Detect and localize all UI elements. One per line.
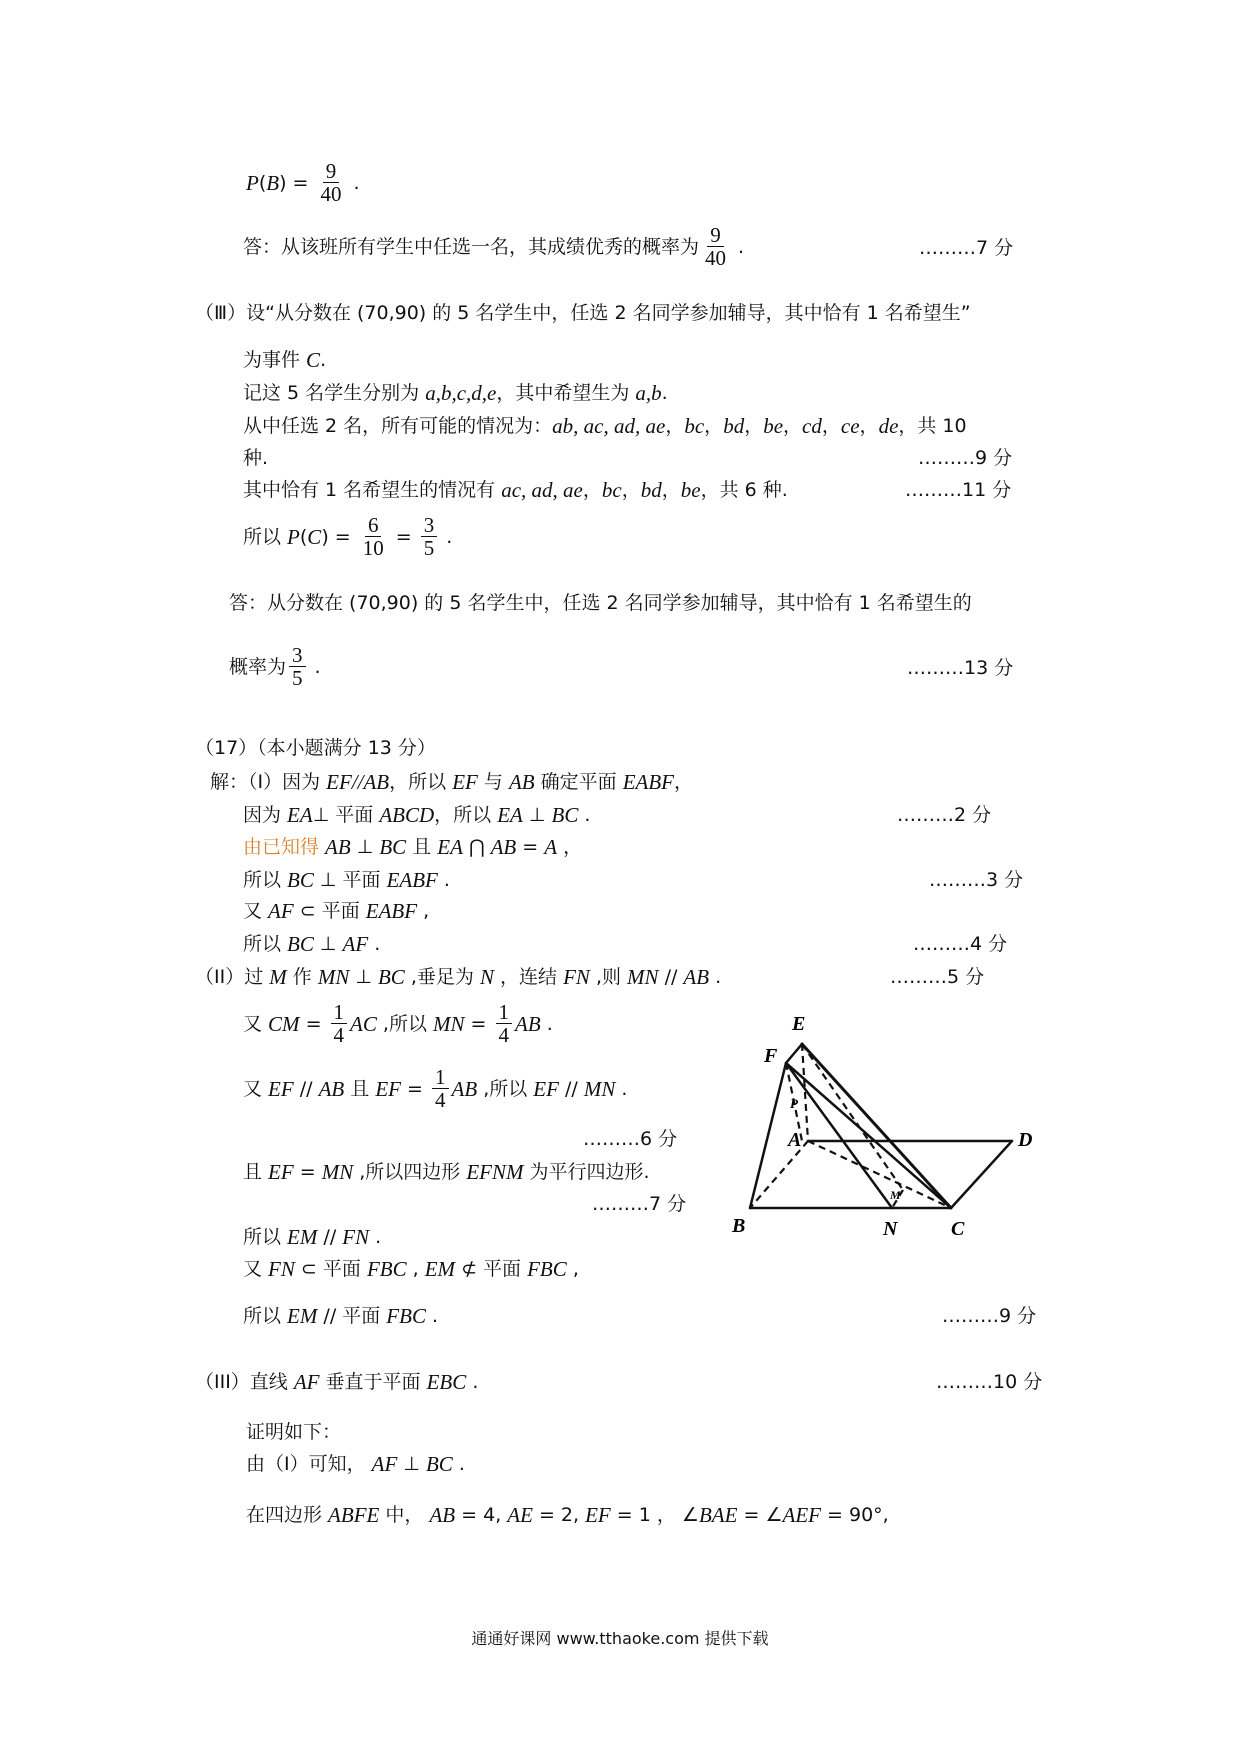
math-symbol: AB — [515, 1011, 541, 1036]
fraction-denominator: 4 — [333, 1023, 345, 1047]
math-symbol: ac, ad, ae — [501, 478, 583, 502]
text-run: 所以 — [243, 933, 288, 955]
fraction — [702, 224, 729, 269]
text-run: 答：从该班所有学生中任选一名，其成绩优秀的概率为 — [243, 235, 700, 258]
text-run: ⊥ — [522, 804, 552, 826]
math-symbol: FBC — [386, 1304, 426, 1328]
text-run: // — [317, 1226, 343, 1248]
text-run: 所以 — [243, 1226, 288, 1248]
text-run: ⊥ 平面 — [313, 869, 387, 891]
math-symbol: bd — [640, 478, 662, 502]
math-symbol: EF — [585, 1503, 611, 1527]
text-run: 且 — [406, 836, 438, 858]
fraction-numerator: 6 — [365, 514, 382, 537]
text-run: ⊄ 平面 — [455, 1258, 528, 1280]
text-run: . — [578, 804, 591, 826]
text-run: ⊥ — [313, 933, 343, 955]
text-run: 从中任选 2 名，所有可能的情况为： — [243, 415, 553, 437]
text-run: 且 — [243, 1161, 269, 1183]
line-answer-2 — [229, 591, 972, 615]
text-run: 由（I）可知， — [246, 1453, 372, 1475]
highlight-text: 由已知得 — [243, 836, 326, 858]
text-run: . — [709, 966, 722, 988]
text-run: , — [406, 1258, 425, 1280]
math-symbol: BC — [425, 1452, 453, 1476]
math-symbol: AB — [451, 1076, 478, 1101]
text-run: ， — [665, 415, 685, 437]
math-symbol: EA — [497, 803, 523, 827]
text-run: . — [425, 1305, 439, 1327]
line-proof-intro — [246, 1420, 341, 1444]
fraction — [421, 514, 438, 559]
edge-ec — [802, 1044, 951, 1208]
text-run: = — [516, 836, 545, 858]
text-run: ,所以 — [477, 1077, 534, 1100]
line-answer-2-cont — [229, 644, 321, 689]
text-run: 答：从分数在 (70,90) 的 5 名学生中，任选 2 名同学参加辅导，其中恰有 1 名希望生的 — [229, 592, 972, 614]
fraction — [432, 1066, 449, 1111]
text-run: // — [293, 1077, 319, 1100]
math-symbol: EF — [452, 770, 478, 794]
text-run: ) = — [321, 525, 357, 548]
text-run: // — [558, 1077, 584, 1100]
fraction-denominator: 10 — [362, 536, 384, 560]
math-symbol: AF — [342, 932, 369, 956]
label-p: P — [790, 1096, 798, 1111]
line-q17-3 — [243, 835, 582, 859]
text-run: 又 — [243, 1012, 269, 1035]
math-symbol: FN — [342, 1225, 370, 1249]
line-q17-ef — [243, 1066, 627, 1111]
text-run: = — [464, 1012, 493, 1035]
text-run: . — [540, 1012, 553, 1035]
text-run: ⊂ 平面 — [293, 900, 366, 922]
text-run: 中， — [379, 1504, 430, 1526]
text-run: 在四边形 — [246, 1504, 329, 1526]
line-pb-value — [246, 160, 360, 205]
line-q17-cm — [243, 1001, 553, 1046]
line-q17-part2 — [195, 965, 721, 989]
score-mark: ………10 分 — [936, 1371, 1043, 1393]
math-symbol: MN — [627, 965, 659, 989]
math-symbol: AB — [490, 835, 517, 859]
math-symbol: EBC — [426, 1370, 467, 1394]
edge-dc — [951, 1141, 1012, 1208]
math-symbol: AE — [507, 1503, 533, 1527]
score-mark: ………5 分 — [890, 966, 985, 988]
math-symbol: EABF — [386, 868, 438, 892]
text-run: , — [417, 900, 430, 922]
math-symbol: EM — [287, 1304, 318, 1328]
math-symbol: C — [306, 348, 321, 372]
text-run: . — [661, 382, 668, 404]
text-run: （III）直线 — [195, 1371, 294, 1393]
line-q17-fn-plane — [243, 1257, 579, 1281]
line-proof-1 — [246, 1452, 465, 1476]
text-run: ) = — [279, 171, 315, 194]
fraction-denominator: 5 — [292, 666, 303, 690]
math-symbol: BAE — [698, 1503, 738, 1527]
math-symbol: B — [266, 170, 280, 195]
text-run: . — [320, 349, 327, 371]
text-run: ， — [821, 415, 841, 437]
math-symbol: de — [878, 414, 899, 438]
math-symbol: C — [307, 524, 322, 549]
score-mark: ………9 分 — [942, 1305, 1037, 1327]
math-symbol: ABFE — [328, 1503, 380, 1527]
math-symbol: a,b,c,d,e — [425, 381, 497, 405]
score-mark: ………2 分 — [897, 804, 992, 826]
score-mark: ………3 分 — [929, 869, 1024, 891]
math-symbol: ABCD — [379, 803, 435, 827]
math-symbol: FBC — [366, 1257, 407, 1281]
text-run: . — [437, 869, 450, 891]
math-symbol: EABF — [365, 899, 418, 923]
text-run: ， — [582, 479, 602, 501]
fraction-numerator: 1 — [496, 1001, 513, 1024]
text-run: = — [401, 1077, 429, 1100]
score-mark: ………9 分 — [918, 447, 1013, 469]
math-symbol: AB — [683, 965, 710, 989]
math-symbol: FBC — [527, 1257, 567, 1281]
math-symbol: EFNM — [466, 1160, 524, 1184]
text-run: = ∠ — [737, 1504, 783, 1526]
math-symbol: bc — [601, 478, 622, 502]
text-run: 为平行四边形. — [523, 1161, 650, 1183]
math-symbol: MN — [433, 1011, 465, 1036]
score-mark: ………13 分 — [907, 657, 1014, 679]
text-run: ， — [859, 415, 879, 437]
text-run: . — [369, 1226, 382, 1248]
text-run: , — [566, 1258, 579, 1280]
text-run: ，所以 — [434, 804, 498, 826]
math-symbol: A — [544, 835, 558, 859]
line-q17-6 — [243, 932, 380, 956]
text-run: . — [732, 235, 745, 258]
math-symbol: AF — [293, 1370, 320, 1394]
score-mark: ………7 分 — [592, 1193, 687, 1215]
label-a: A — [788, 1129, 802, 1151]
line-q17-em-plane — [243, 1304, 438, 1328]
label-f: F — [764, 1045, 778, 1067]
line-cases-cont — [243, 446, 268, 470]
text-run: = — [389, 525, 418, 548]
math-symbol: EABF — [622, 770, 674, 794]
math-symbol: EF — [533, 1076, 559, 1101]
line-q17-2 — [243, 803, 590, 827]
math-symbol: EF — [268, 1160, 294, 1184]
math-symbol: AF — [371, 1452, 398, 1476]
math-symbol: ce — [840, 414, 860, 438]
text-run: 确定平面 — [534, 771, 623, 793]
text-run: 种. — [243, 447, 269, 469]
math-symbol: BC — [287, 868, 314, 892]
text-run: ,所以 — [376, 1012, 434, 1035]
line-q17-5 — [243, 899, 429, 923]
text-run: ，共 6 种. — [700, 479, 788, 501]
text-run: 所以 — [243, 869, 288, 891]
line-answer-1 — [243, 224, 744, 269]
text-run: 且 — [344, 1077, 376, 1100]
label-b: B — [732, 1215, 746, 1237]
text-run: . — [368, 933, 381, 955]
edge-ef — [786, 1044, 802, 1063]
text-run: ,所以四边形 — [353, 1161, 467, 1183]
fraction-numerator: 9 — [707, 224, 724, 247]
math-symbol: EM — [287, 1225, 318, 1249]
text-run: ( — [258, 171, 267, 194]
math-symbol: MN — [321, 1160, 354, 1184]
math-symbol: N — [479, 965, 494, 989]
text-run: = — [299, 1012, 328, 1035]
text-run: ⊥ — [350, 836, 380, 858]
fraction — [496, 1001, 513, 1046]
text-run: ⊥ — [349, 966, 378, 988]
line-q17-4 — [243, 868, 450, 892]
math-symbol: EA — [287, 803, 313, 827]
text-run: = — [293, 1161, 322, 1183]
text-run: 与 — [477, 771, 509, 793]
text-run: ( — [299, 525, 308, 548]
text-run: . — [347, 171, 360, 194]
line-students — [243, 381, 668, 405]
text-run: ， — [744, 415, 764, 437]
text-run: 垂直于平面 — [319, 1371, 427, 1393]
text-run: 证明如下： — [246, 1421, 342, 1443]
math-symbol: EF — [375, 1076, 401, 1101]
text-run: ⊥ 平面 — [312, 804, 380, 826]
line-proof-2 — [246, 1503, 889, 1527]
math-symbol: bd — [723, 414, 745, 438]
math-symbol: MN — [583, 1076, 616, 1101]
text-run: . — [308, 655, 321, 678]
text-run: ⊥ — [397, 1453, 426, 1475]
math-symbol: MN — [317, 965, 350, 989]
label-m: M — [890, 1188, 901, 1202]
text-run: ⊂ 平面 — [294, 1258, 367, 1280]
math-symbol: EA — [437, 835, 463, 859]
text-run: （17）（本小题满分 13 分） — [195, 737, 436, 759]
math-symbol: P — [287, 524, 300, 549]
math-symbol: BC — [287, 932, 314, 956]
text-run: （II）过 — [195, 966, 270, 988]
fraction — [289, 644, 306, 689]
math-symbol: EF//AB — [326, 770, 390, 794]
fraction-denominator: 4 — [498, 1023, 510, 1047]
edge-em — [802, 1044, 903, 1190]
math-symbol: FN — [268, 1257, 295, 1281]
edge-fc — [786, 1063, 951, 1208]
fraction — [360, 514, 387, 559]
fraction-denominator: 40 — [320, 182, 342, 206]
fraction-numerator: 1 — [331, 1001, 348, 1024]
math-symbol: EM — [424, 1257, 456, 1281]
line-pc-value — [243, 514, 452, 559]
fraction — [331, 1001, 348, 1046]
text-run: = 4, — [455, 1504, 508, 1526]
line-q17-part3 — [195, 1370, 478, 1394]
math-symbol: bc — [684, 414, 705, 438]
text-run: = 90°, — [820, 1504, 889, 1526]
math-symbol: AEF — [782, 1503, 821, 1527]
text-run: （Ⅲ）设“从分数在 (70,90) 的 5 名学生中，任选 2 名同学参加辅导，其中恰有 1 名希望生” — [195, 302, 971, 324]
score-mark: ………4 分 — [913, 933, 1008, 955]
fraction-numerator: 3 — [421, 514, 438, 537]
text-run: 解：（I）因为 — [210, 771, 327, 793]
text-run: ，连结 — [493, 966, 564, 988]
text-run: ， — [557, 836, 583, 858]
math-symbol: FN — [563, 965, 590, 989]
text-run: ， — [783, 415, 803, 437]
text-run: ， — [621, 479, 641, 501]
math-symbol: BC — [379, 835, 407, 859]
text-run: ，共 10 — [898, 415, 967, 437]
score-mark: ………6 分 — [583, 1128, 678, 1150]
edge-ac — [808, 1141, 951, 1208]
fraction-denominator: 5 — [423, 536, 435, 560]
line-cases — [243, 414, 967, 438]
label-d: D — [1018, 1129, 1033, 1151]
score-mark: ………7 分 — [919, 237, 1014, 259]
fraction — [318, 160, 345, 205]
text-run: 作 — [286, 966, 318, 988]
text-run: . — [440, 525, 453, 548]
text-run: . — [452, 1453, 465, 1475]
line-part3-setup — [195, 301, 971, 325]
math-symbol: AF — [268, 899, 294, 923]
math-symbol: EF — [268, 1076, 294, 1101]
text-run: ， — [661, 479, 681, 501]
fraction-numerator: 3 — [289, 644, 306, 667]
math-symbol: AB — [325, 835, 351, 859]
math-symbol: AB — [318, 1076, 345, 1101]
text-run: . — [466, 1371, 479, 1393]
math-symbol: be — [763, 414, 784, 438]
text-run: 概率为 — [229, 655, 287, 678]
text-run: = 2, — [532, 1504, 586, 1526]
text-run: . — [615, 1077, 628, 1100]
text-run: ， — [674, 771, 694, 793]
line-q17-em-fn — [243, 1225, 381, 1249]
line-event-c — [243, 348, 326, 372]
text-run: ，所以 — [389, 771, 453, 793]
math-symbol: BC — [377, 965, 405, 989]
text-run: 其中恰有 1 名希望生的情况有 — [243, 479, 502, 501]
math-symbol: AB — [429, 1503, 456, 1527]
text-run: // 平面 — [317, 1305, 387, 1327]
math-symbol: AB — [508, 770, 535, 794]
text-run: ， — [704, 415, 724, 437]
text-run: 又 — [243, 1258, 269, 1280]
text-run: ,则 — [589, 966, 628, 988]
text-run: 记这 5 名学生分别为 — [243, 382, 426, 404]
line-q17-1 — [210, 770, 693, 794]
line-q17-parallelogram — [243, 1160, 650, 1184]
fraction-numerator: 1 — [432, 1066, 449, 1089]
text-run: 又 — [243, 1077, 269, 1100]
text-run: 为事件 — [243, 349, 307, 371]
math-symbol: ab, ac, ad, ae — [552, 414, 666, 438]
math-symbol: AC — [350, 1011, 377, 1036]
footer-source: 通通好课网 www.tthaoke.com 提供下载 — [471, 1629, 769, 1648]
math-symbol: P — [246, 170, 259, 195]
label-n: N — [883, 1218, 898, 1240]
fraction-numerator: 9 — [323, 160, 340, 183]
text-run: ，其中希望生为 — [496, 382, 636, 404]
label-c: C — [951, 1218, 965, 1240]
pyramid-figure — [730, 1010, 1050, 1245]
line-q17-title — [195, 736, 436, 760]
text-run: 又 — [243, 900, 269, 922]
text-run: // — [658, 966, 684, 988]
fraction-denominator: 4 — [435, 1088, 446, 1112]
math-symbol: a,b — [635, 381, 662, 405]
text-run: 所以 — [243, 525, 288, 548]
text-run: 因为 — [243, 804, 288, 826]
score-mark: ………11 分 — [905, 479, 1012, 501]
line-six-cases — [243, 478, 788, 502]
text-run: 所以 — [243, 1305, 288, 1327]
math-symbol: cd — [802, 414, 822, 438]
text-run: ⋂ — [462, 836, 491, 858]
math-symbol: CM — [268, 1011, 300, 1036]
math-symbol: BC — [551, 803, 579, 827]
fraction-denominator: 40 — [705, 246, 727, 270]
text-run: = 1 ， ∠ — [610, 1504, 699, 1526]
text-run: ,垂足为 — [404, 966, 480, 988]
label-e: E — [792, 1013, 806, 1035]
math-symbol: be — [680, 478, 701, 502]
math-symbol: M — [269, 965, 287, 989]
